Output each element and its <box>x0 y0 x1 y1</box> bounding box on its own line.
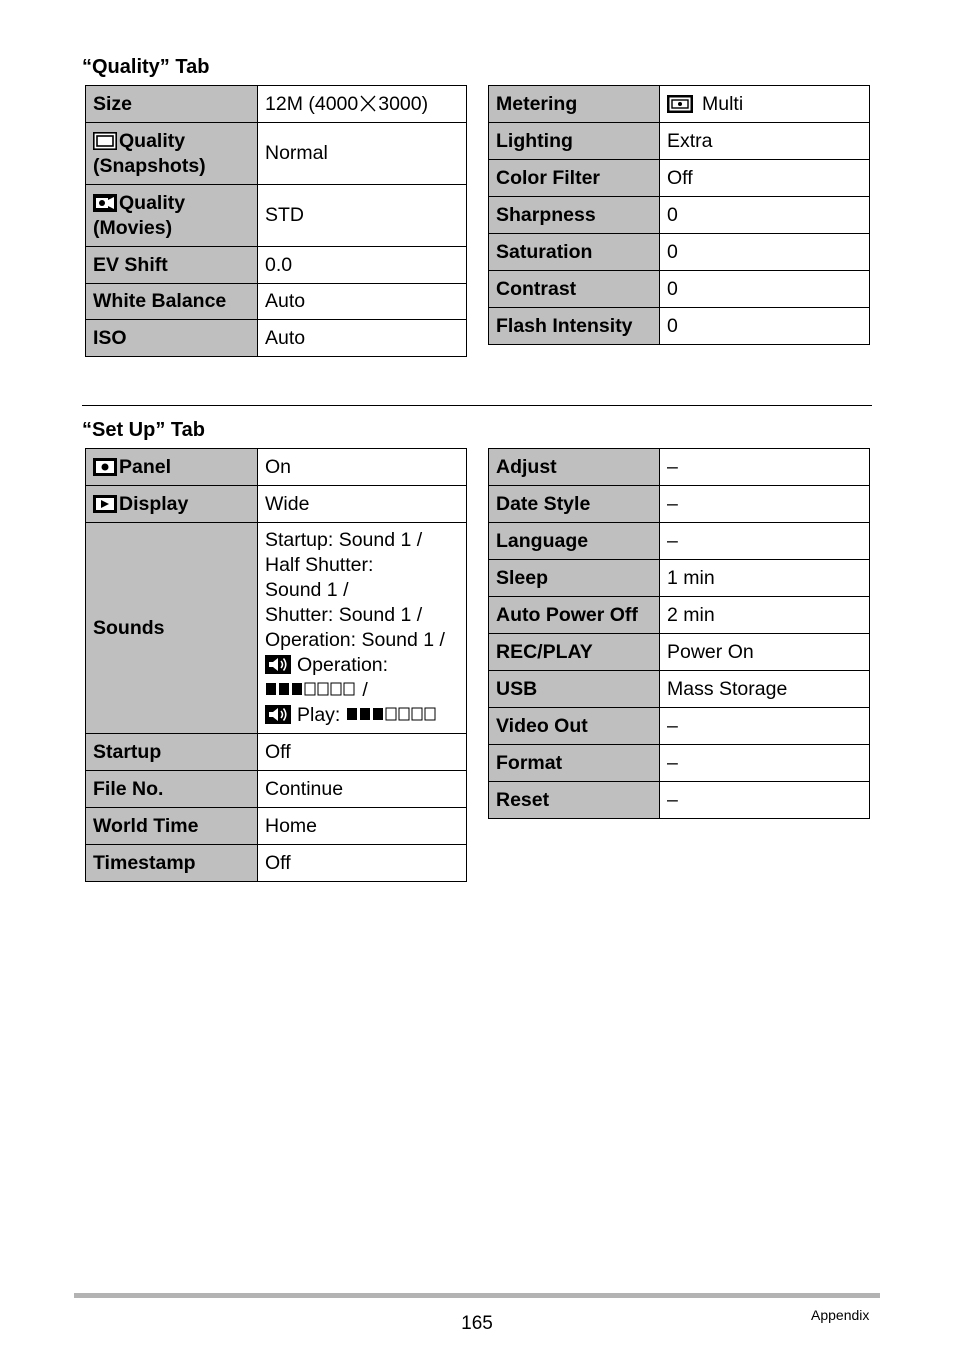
table-row <box>489 197 870 234</box>
sounds-line: Half Shutter: <box>265 554 374 576</box>
setting-value: Wide <box>258 486 467 523</box>
table-row <box>489 449 870 486</box>
setting-key: Language <box>489 523 660 560</box>
table-row <box>489 671 870 708</box>
table-row <box>86 284 467 320</box>
setting-key: Color Filter <box>489 160 660 197</box>
setting-key-line: Quality <box>119 191 186 214</box>
setting-key: USB <box>489 671 660 708</box>
operation-volume-level <box>265 682 357 696</box>
volume-step-empty <box>399 708 409 720</box>
setting-value: – <box>660 486 870 523</box>
setting-key: Lighting <box>489 123 660 160</box>
quality-left-table <box>85 85 467 357</box>
table-row <box>489 634 870 671</box>
table-row <box>86 845 467 882</box>
volume-step-filled <box>373 708 383 720</box>
table-row <box>86 123 467 185</box>
setting-key-label: Panel <box>119 455 172 478</box>
setting-value <box>258 86 467 123</box>
setting-value: – <box>660 449 870 486</box>
setting-key: Video Out <box>489 708 660 745</box>
table-row <box>489 745 870 782</box>
setting-value: Extra <box>660 123 870 160</box>
setting-key: Adjust <box>489 449 660 486</box>
table-row <box>86 86 467 123</box>
setting-value: – <box>660 745 870 782</box>
sounds-line: Shutter: Sound 1 / <box>265 604 423 626</box>
table-row <box>489 234 870 271</box>
volume-step-filled <box>292 683 302 695</box>
table-row <box>489 708 870 745</box>
table-row <box>489 597 870 634</box>
setting-key: Metering <box>489 86 660 123</box>
setting-value: Home <box>258 808 467 845</box>
table-row <box>489 782 870 819</box>
speaker-volume-icon <box>265 655 291 674</box>
setting-value: Power On <box>660 634 870 671</box>
setting-key: File No. <box>86 771 258 808</box>
section-divider <box>82 405 872 406</box>
setup-left-table <box>85 448 467 882</box>
table-row <box>86 808 467 845</box>
snapshot-quality-icon <box>93 132 117 150</box>
volume-step-empty <box>331 683 341 695</box>
setting-key-label: Display <box>119 492 189 515</box>
table-row <box>86 771 467 808</box>
volume-step-empty <box>318 683 328 695</box>
volume-step-empty <box>412 708 422 720</box>
table-row <box>489 160 870 197</box>
setting-key: Date Style <box>489 486 660 523</box>
setting-value <box>660 86 870 123</box>
setting-key: REC/PLAY <box>489 634 660 671</box>
setup-right-table <box>488 448 870 819</box>
quality-right-table <box>488 85 870 345</box>
volume-step-empty <box>305 683 315 695</box>
table-row <box>86 486 467 523</box>
setting-key: Format <box>489 745 660 782</box>
play-volume-label: Play: <box>297 704 341 726</box>
setting-key: Contrast <box>489 271 660 308</box>
setting-key-line: (Snapshots) <box>93 154 206 177</box>
setting-key: Sounds <box>86 523 258 734</box>
table-row <box>489 271 870 308</box>
setting-value: Continue <box>258 771 467 808</box>
table-row <box>489 560 870 597</box>
setting-key: Sharpness <box>489 197 660 234</box>
setting-value: Auto <box>258 284 467 320</box>
setting-value: On <box>258 449 467 486</box>
setting-key: Reset <box>489 782 660 819</box>
footer-bar <box>74 1293 880 1298</box>
setting-key <box>86 123 258 185</box>
movie-quality-icon <box>93 194 117 212</box>
metering-value: Multi <box>702 92 744 115</box>
volume-step-empty <box>425 708 435 720</box>
setting-key <box>86 185 258 247</box>
setting-key: Sleep <box>489 560 660 597</box>
setting-value: Auto <box>258 320 467 357</box>
size-value-start: 12M (4000 <box>265 92 359 115</box>
table-row <box>489 86 870 123</box>
setting-value: – <box>660 708 870 745</box>
setting-key: Flash Intensity <box>489 308 660 345</box>
table-row <box>86 523 467 734</box>
setting-key <box>86 449 258 486</box>
speaker-volume-icon <box>265 705 291 724</box>
setting-value: 0 <box>660 197 870 234</box>
size-value-end: 3000) <box>378 92 429 115</box>
table-row <box>489 523 870 560</box>
play-volume-level <box>346 707 438 721</box>
table-row <box>489 486 870 523</box>
setting-key <box>86 486 258 523</box>
setting-value: Off <box>258 845 467 882</box>
sounds-line: Startup: Sound 1 / <box>265 529 423 551</box>
setting-key: Auto Power Off <box>489 597 660 634</box>
setup-tab-heading: “Set Up” Tab <box>82 419 205 441</box>
table-row <box>86 247 467 284</box>
setting-value: – <box>660 523 870 560</box>
volume-step-filled <box>360 708 370 720</box>
setting-value: 0 <box>660 308 870 345</box>
setting-value: 0.0 <box>258 247 467 284</box>
setting-value: – <box>660 782 870 819</box>
setting-value: 2 min <box>660 597 870 634</box>
setting-key-line: Quality <box>119 129 186 152</box>
sounds-line: Operation: Sound 1 / <box>265 629 445 651</box>
table-row <box>86 734 467 771</box>
operation-volume-label: Operation: <box>297 654 389 676</box>
rec-panel-icon <box>93 458 117 476</box>
multi-metering-icon <box>667 95 693 113</box>
volume-step-filled <box>279 683 289 695</box>
sounds-line: Sound 1 / <box>265 579 349 601</box>
setting-key: EV Shift <box>86 247 258 284</box>
setting-value <box>258 523 467 734</box>
play-display-icon <box>93 495 117 513</box>
setting-value: 1 min <box>660 560 870 597</box>
quality-tab-heading: “Quality” Tab <box>82 56 210 78</box>
volume-step-filled <box>266 683 276 695</box>
volume-step-filled <box>347 708 357 720</box>
times-icon <box>359 95 377 112</box>
volume-step-empty <box>386 708 396 720</box>
setting-key-line: (Movies) <box>93 216 173 239</box>
table-row <box>86 320 467 357</box>
setting-key: White Balance <box>86 284 258 320</box>
setting-key: Timestamp <box>86 845 258 882</box>
table-row <box>489 123 870 160</box>
page-number: 165 <box>461 1313 493 1334</box>
setting-value: STD <box>258 185 467 247</box>
setting-value: 0 <box>660 234 870 271</box>
volume-separator: / <box>362 679 368 701</box>
table-row <box>489 308 870 345</box>
setting-value: 0 <box>660 271 870 308</box>
setting-value: Mass Storage <box>660 671 870 708</box>
volume-step-empty <box>344 683 354 695</box>
setting-key: Startup <box>86 734 258 771</box>
table-row <box>86 185 467 247</box>
setting-key: Saturation <box>489 234 660 271</box>
setting-value: Off <box>258 734 467 771</box>
setting-key: World Time <box>86 808 258 845</box>
section-label: Appendix <box>811 1307 870 1323</box>
setting-value: Off <box>660 160 870 197</box>
setting-key: Size <box>86 86 258 123</box>
setting-key: ISO <box>86 320 258 357</box>
table-row <box>86 449 467 486</box>
setting-value: Normal <box>258 123 467 185</box>
